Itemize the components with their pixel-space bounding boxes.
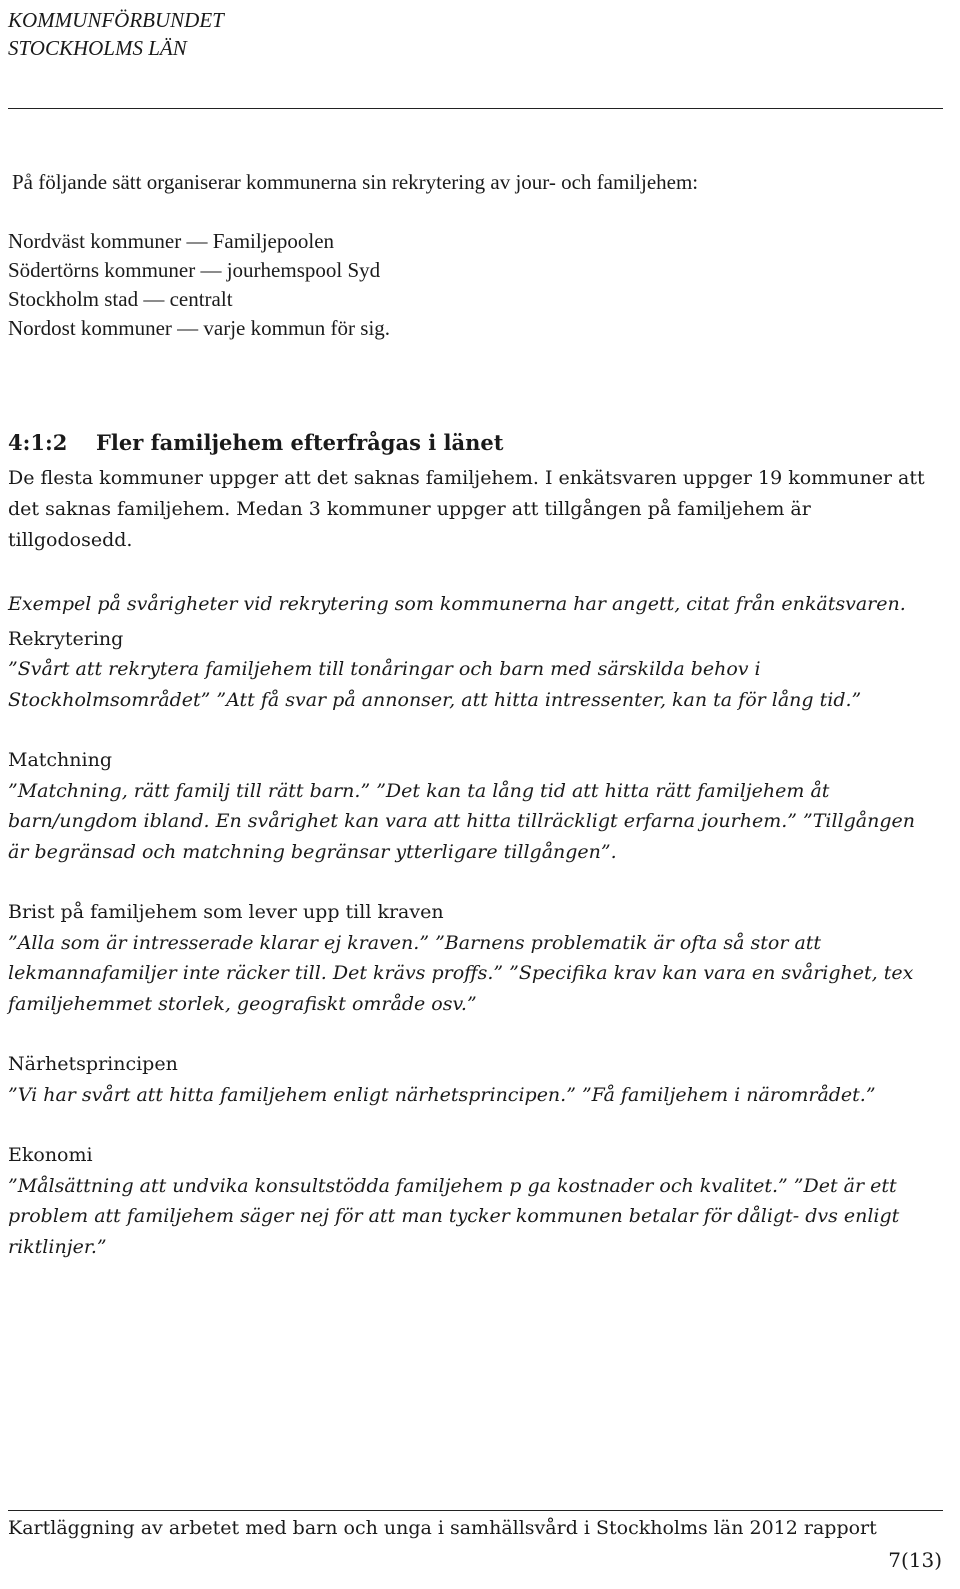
page-number: 7(13): [888, 1548, 942, 1572]
spacer: [8, 867, 938, 897]
group-label-brist: Brist på familjehem som lever upp till kraven: [8, 901, 444, 923]
group-label-narhetsprincipen: Närhetsprincipen: [8, 1053, 178, 1075]
section-heading: [8, 428, 503, 458]
group-label-matchning: Matchning: [8, 749, 113, 771]
header-divider: [8, 108, 943, 109]
group-label-ekonomi: Ekonomi: [8, 1144, 93, 1166]
spacer: [8, 197, 908, 227]
spacer: [8, 1110, 938, 1140]
section-paragraph: De flesta kommuner uppger att det saknas familjehem. I enkätsvaren uppger 19 kommuner att det saknas familjehem. Medan 3 kommuner uppger att tillgången på familjehem är tillgodosedd.: [8, 467, 925, 551]
group-label-rekrytering: Rekrytering: [8, 627, 124, 650]
spacer: [8, 715, 938, 745]
header-org-line2: STOCKHOLMS LÄN: [8, 36, 187, 60]
group-quotes-rekrytering: ”Svårt att rekrytera familjehem till tonåringar och barn med särskilda behov i Stockholmsområdet” ”Att få svar på annonser, att hitta intressenter, kan ta för lång tid.”: [8, 658, 862, 711]
section-paragraph-block: [8, 463, 938, 556]
footer-divider: [8, 1510, 943, 1511]
group-quotes-ekonomi: ”Målsättning att undvika konsultstödda familjehem p ga kostnader och kvalitet.” ”Det är ett problem att familjehem säger nej för att man tycker kommunen betalar för dåligt- dvs enligt riktlinjer.”: [8, 1174, 900, 1258]
section-title: Fler familjehem efterfrågas i länet: [96, 430, 504, 455]
intro-item-3: Stockholm stad — centralt: [8, 287, 233, 311]
intro-block: [8, 168, 908, 343]
intro-item-2: Södertörns kommuner — jourhemspool Syd: [8, 258, 381, 282]
group-quotes-matchning: ”Matchning, rätt familj till rätt barn.” ”Det kan ta lång tid att hitta rätt familjehem åt barn/ungdom ibland. En svårighet kan vara att hitta tillräckligt erfarna jourhem.” ”Tillgången är begränsad och matchning begränsar ytterligare tillgången”.: [8, 779, 915, 863]
footer-text: Kartläggning av arbetet med barn och unga i samhällsvård i Stockholms län 2012 rapport: [8, 1517, 877, 1539]
header-org-line1: KOMMUNFÖRBUNDET: [8, 8, 224, 32]
spacer: [8, 1019, 938, 1049]
intro-item-4: Nordost kommuner — varje kommun för sig.: [8, 316, 391, 340]
group-quotes-brist: ”Alla som är intresserade klarar ej kraven.” ”Barnens problematik är ofta så stor att lekmannafamiljer inte räcker till. Det krävs proffs.” ”Specifika krav kan vara en svårighet, tex familjehemmet storlek, geografiskt område osv.”: [8, 931, 914, 1015]
intro-lead: På följande sätt organiserar kommunerna sin rekrytering av jour- och familjehem:: [12, 170, 699, 194]
page-header: [8, 6, 224, 62]
examples-block: [8, 589, 938, 1262]
section-number: 4:1:2: [8, 430, 68, 455]
examples-intro: Exempel på svårigheter vid rekrytering som kommunerna har angett, citat från enkätsvaren.: [8, 593, 906, 615]
intro-item-1: Nordväst kommuner — Familjepoolen: [8, 229, 335, 253]
group-quotes-narhetsprincipen: ”Vi har svårt att hitta familjehem enligt närhetsprincipen.” ”Få familjehem i närområdet.”: [8, 1083, 876, 1106]
